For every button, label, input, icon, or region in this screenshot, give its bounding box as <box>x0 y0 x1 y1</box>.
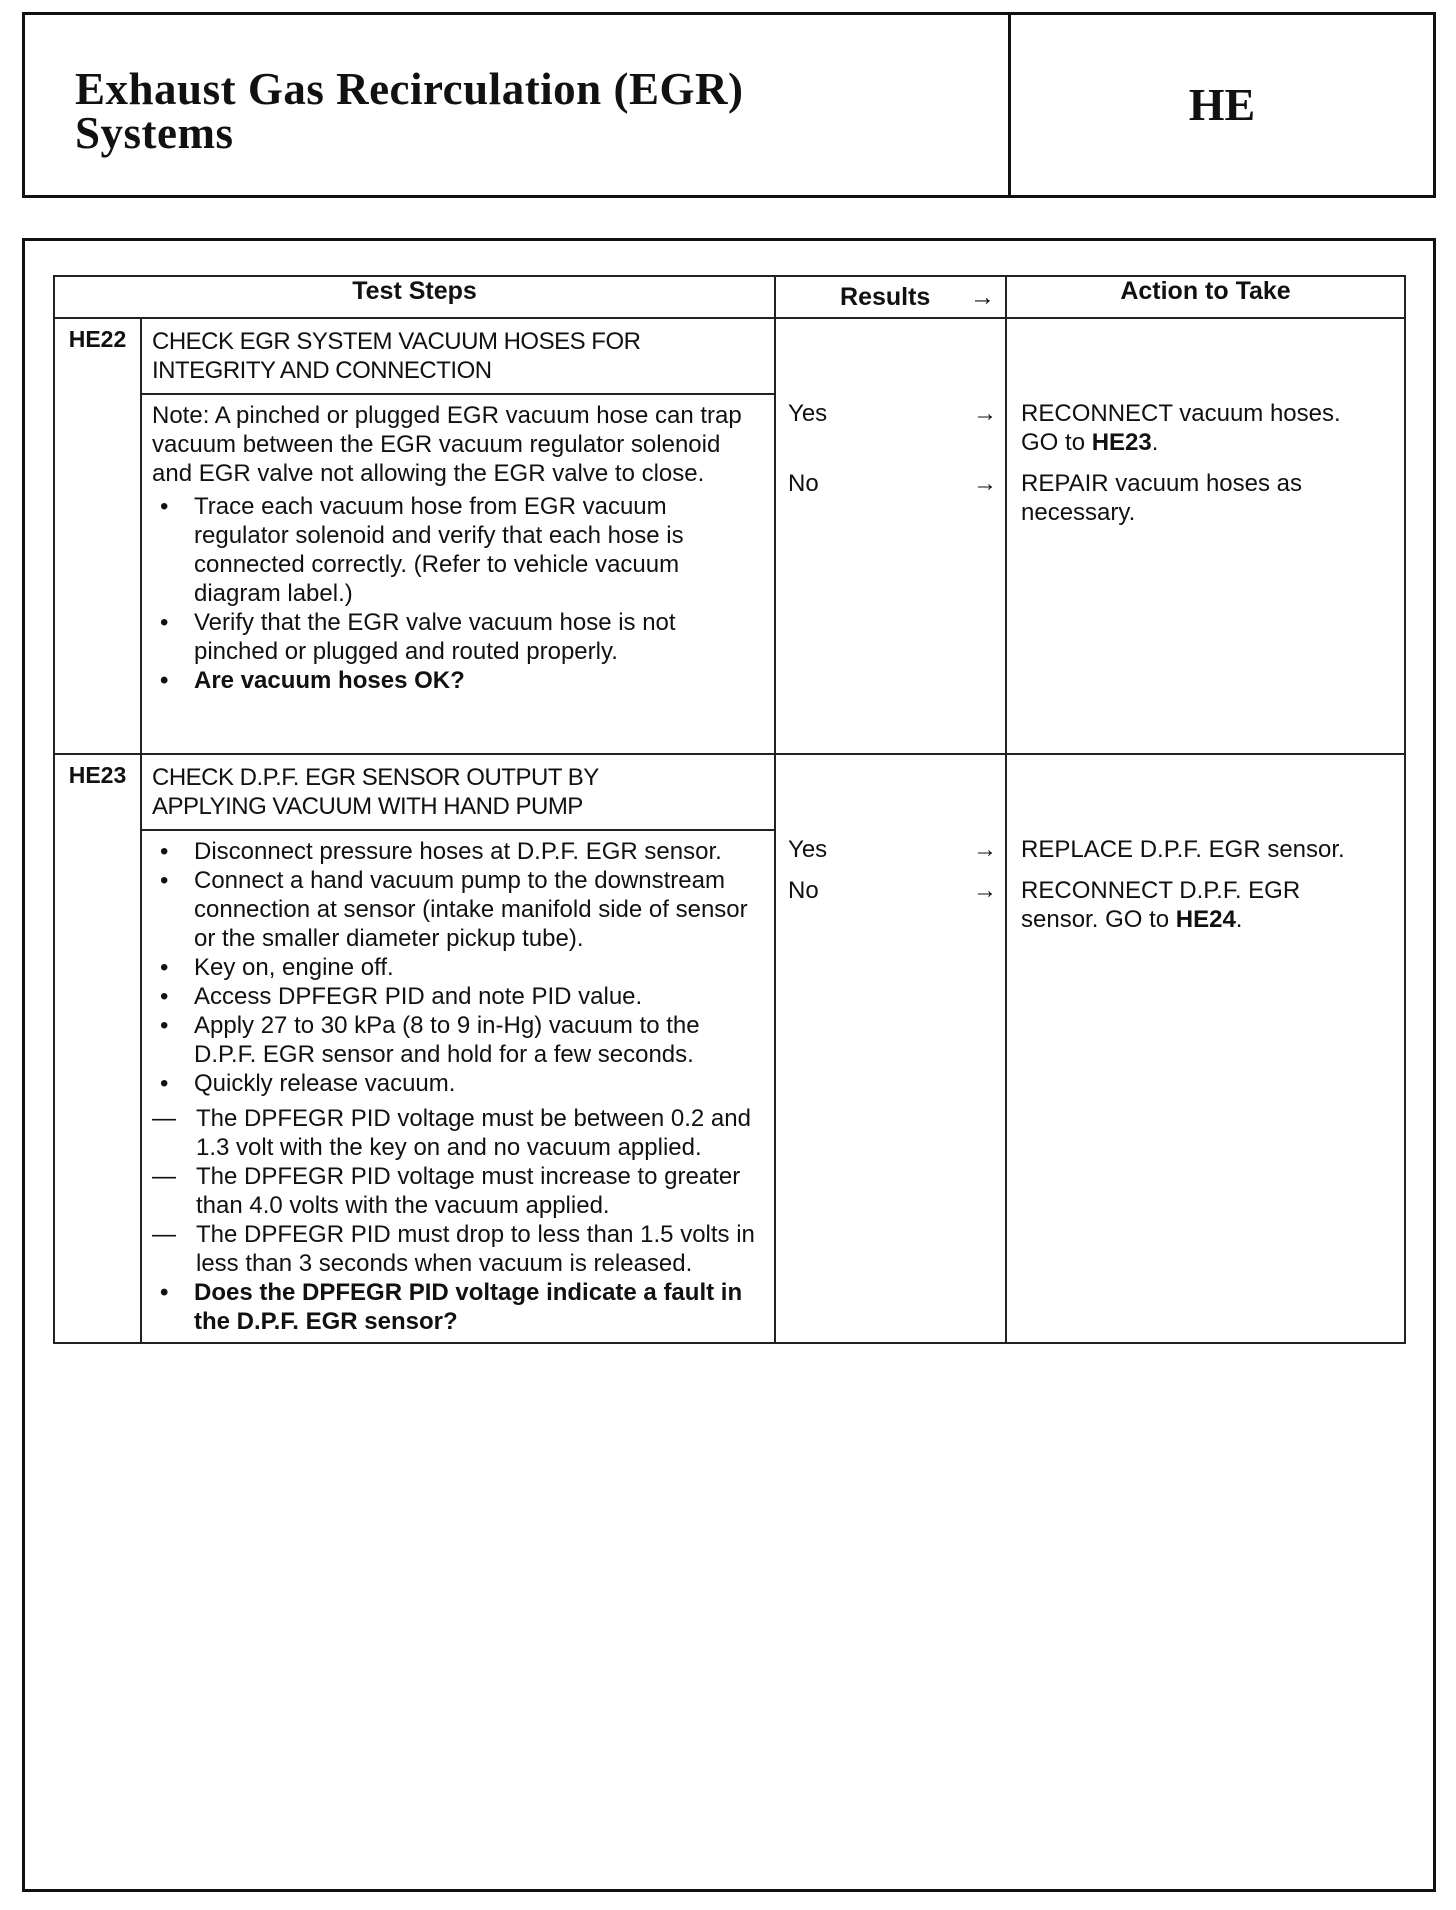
header-results <box>775 276 1006 318</box>
page-header <box>22 12 1436 198</box>
result-yes: Yes → <box>788 836 998 863</box>
arrow-icon: → <box>973 877 998 904</box>
header-action: Action to Take <box>1006 276 1405 318</box>
step-body <box>142 831 774 1342</box>
action-yes: RECONNECT vacuum hoses. GO to HE23. <box>1021 400 1341 456</box>
section-code: HE <box>1188 78 1256 130</box>
list-item: — The DPFEGR PID voltage must increase to greater than 4.0 volts with the vacuum applied. <box>152 1162 764 1220</box>
list-item: • Quickly release vacuum. <box>152 1069 764 1098</box>
list-item: • Verify that the EGR valve vacuum hose is not pinched or plugged and routed properly. <box>152 608 764 666</box>
action-yes: REPLACE D.P.F. EGR sensor. <box>1021 836 1345 863</box>
arrow-icon: → <box>973 470 998 497</box>
table-header-row <box>54 276 1405 318</box>
step-content <box>141 318 775 754</box>
results-cell <box>775 754 1006 1343</box>
step-title: CHECK EGR SYSTEM VACUUM HOSES FOR INTEGRITY AND CONNECTION <box>142 319 774 395</box>
section-title-line2: Systems <box>75 108 234 158</box>
table-row <box>54 754 1405 1343</box>
step-title: CHECK D.P.F. EGR SENSOR OUTPUT BY APPLYING VACUUM WITH HAND PUMP <box>142 755 774 831</box>
header-test-steps: Test Steps <box>54 276 775 318</box>
step-content <box>141 754 775 1343</box>
list-item: • Disconnect pressure hoses at D.P.F. EGR sensor. <box>152 837 764 866</box>
page-frame <box>22 238 1436 1892</box>
section-title-line1: Exhaust Gas Recirculation (EGR) <box>75 64 744 114</box>
result-no: No → <box>788 470 998 497</box>
step-reference: HE23 <box>1091 429 1152 456</box>
list-item: • Access DPFEGR PID and note PID value. <box>152 982 764 1011</box>
arrow-icon: → <box>973 836 998 863</box>
list-item: • Apply 27 to 30 kPa (8 to 9 in-Hg) vacuum to the D.P.F. EGR sensor and hold for a few seconds. <box>152 1011 764 1069</box>
step-code: HE23 <box>54 754 141 1343</box>
arrow-icon: → <box>973 400 998 427</box>
table-row <box>54 318 1405 754</box>
action-cell <box>1006 318 1405 754</box>
list-item: — The DPFEGR PID voltage must be between 0.2 and 1.3 volt with the key on and no vacuum applied. <box>152 1104 764 1162</box>
step-body <box>142 395 774 701</box>
header-results-label: Results <box>840 283 931 311</box>
step-question: • Are vacuum hoses OK? <box>152 666 764 695</box>
step-code: HE22 <box>54 318 141 754</box>
action-cell <box>1006 754 1405 1343</box>
list-item: • Key on, engine off. <box>152 953 764 982</box>
step-question: • Does the DPFEGR PID voltage indicate a fault in the D.P.F. EGR sensor? <box>152 1278 764 1336</box>
section-title <box>25 15 1011 195</box>
arrow-icon: → <box>970 283 996 311</box>
list-item: • Trace each vacuum hose from EGR vacuum regulator solenoid and verify that each hose is connected correctly. (Refer to vehicle vacuum diagram label.) <box>152 492 764 608</box>
result-yes: Yes → <box>788 400 998 427</box>
result-no: No → <box>788 877 998 904</box>
action-no: REPAIR vacuum hoses as necessary. <box>1021 470 1303 526</box>
step-reference: HE24 <box>1175 906 1236 933</box>
results-cell <box>775 318 1006 754</box>
test-steps-table <box>53 275 1406 1344</box>
list-item: • Connect a hand vacuum pump to the downstream connection at sensor (intake manifold side of sensor or the smaller diameter pickup tube). <box>152 866 764 953</box>
step-note: Note: A pinched or plugged EGR vacuum hose can trap vacuum between the EGR vacuum regulator solenoid and EGR valve not allowing the EGR valve to close. <box>152 402 742 487</box>
list-item: — The DPFEGR PID must drop to less than 1.5 volts in less than 3 seconds when vacuum is released. <box>152 1220 764 1278</box>
action-no: RECONNECT D.P.F. EGR sensor. GO to HE24. <box>1021 877 1301 933</box>
